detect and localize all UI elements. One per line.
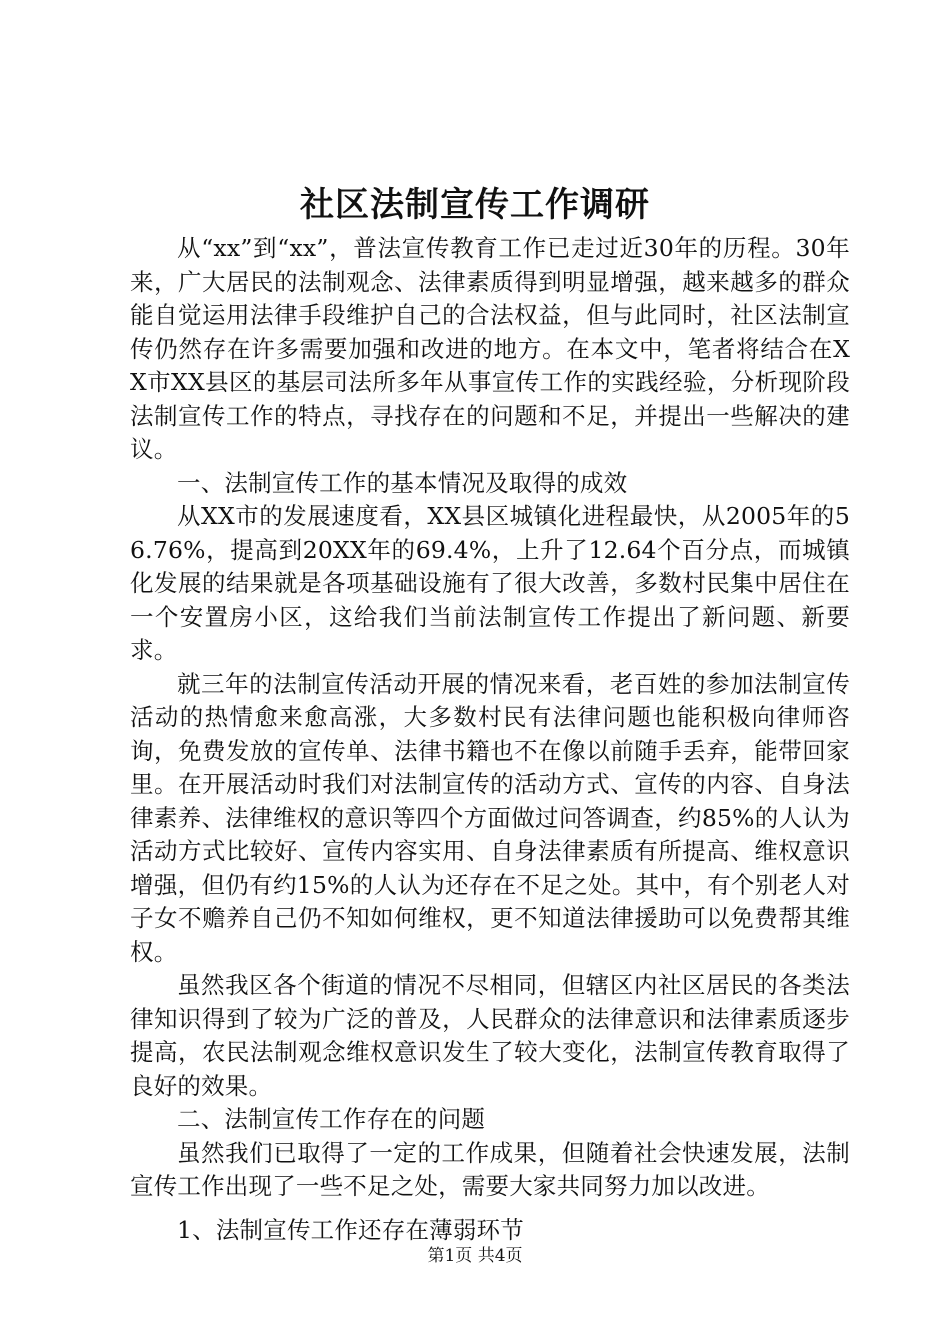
section-heading-2: 二、法制宣传工作存在的问题 (177, 1105, 486, 1133)
section-heading-1: 一、法制宣传工作的基本情况及取得的成效 (177, 468, 628, 497)
page-footer: 第1页 共4页 (427, 1246, 523, 1266)
body-paragraph: 虽然我区各个街道的情况不尽相同，但辖区内社区居民的各类法律知识得到了较为广泛的普及，人民群众的法律意识和法律素质逐步提高，农民法制观念维权意识发生了较大变化，法制宣传教育取得了良好的效果。 (130, 971, 850, 1100)
document-title: 社区法制宣传工作调研 (300, 185, 650, 225)
subsection-heading-1: 1、法制宣传工作还存在薄弱环节 (177, 1215, 524, 1244)
body-paragraph: 就三年的法制宣传活动开展的情况来看，老百姓的参加法制宣传活动的热情愈来愈高涨，大多数村民有法律问题也能积极向律师咨询，免费发放的宣传单、法律书籍也不在像以前随手丢弃，能带回家里。在开展活动时我们对法制宣传的活动方式、宣传的内容、自身法律素养、法律维权的意识等四个方面做过问答调查，约85%的人认为活动方式比较好、宣传内容实用、自身法律素质有所提高、维权意识增强，但仍有约15%的人认为还存在不足之处。其中，有个别老人对子女不赡养自己仍不知如何维权，更不知道法律援助可以免费帮其维权。 (130, 669, 850, 966)
document-body (130, 232, 850, 1247)
body-paragraph: 虽然我们已取得了一定的工作成果，但随着社会快速发展，法制宣传工作出现了一些不足之处，需要大家共同努力加以改进。 (130, 1138, 850, 1200)
body-paragraph: 从XX市的发展速度看，XX县区城镇化进程最快，从2005年的56.76%，提高到20XX年的69.4%，上升了12.64个百分点，而城镇化发展的结果就是各项基础设施有了很大改善，多数村民集中居住在一个安置房小区，这给我们当前法制宣传工作提出了新问题、新要求。 (130, 502, 850, 664)
intro-paragraph: 从“xx”到“xx”，普法宣传教育工作已走过近30年的历程。30年来，广大居民的法制观念、法律素质得到明显增强，越来越多的群众能自觉运用法律手段维护自己的合法权益，但与此同时，社区法制宣传仍然存在许多需要加强和改进的地方。在本文中，笔者将结合在XX市XX县区的基层司法所多年从事宣传工作的实践经验，分析现阶段法制宣传工作的特点，寻找存在的问题和不足，并提出一些解决的建议。 (130, 234, 850, 463)
